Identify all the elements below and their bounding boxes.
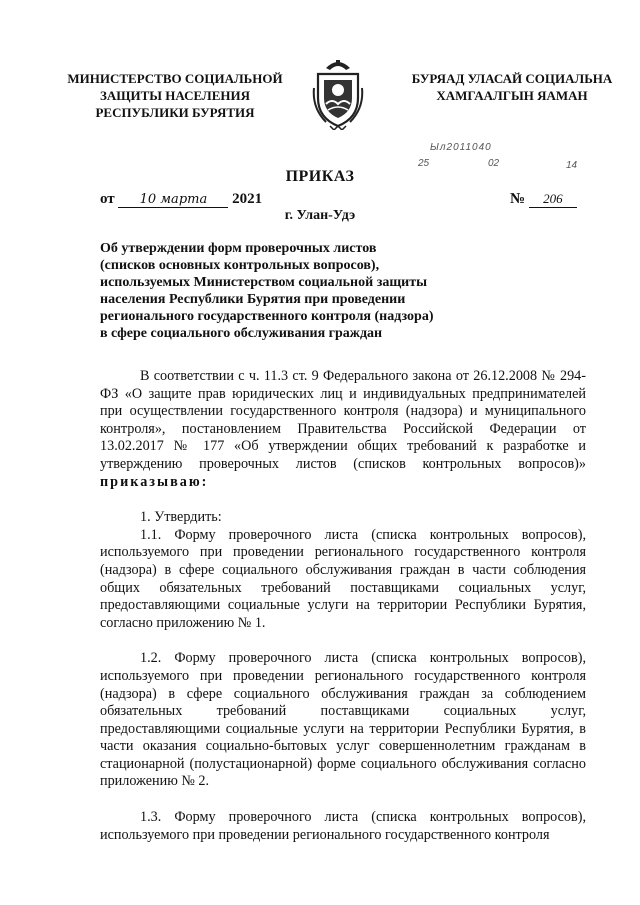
clause-1-2: 1.2. Форму проверочного листа (списка контрольных вопросов), используемого при проведении регионального государственного контроля (надзора) в сфере социального обслуживания граждан за соблюдением обязательных требований поставщиками социальных услуг, предоставляющими социальные услуги на территории Республики Бурятия, в части оказания социально-бытовых услуг совершеннолетним гражданам в стационарной (полустационарной) форме социального обслуживания согласно приложению № 2. [100,650,586,790]
subject-line: регионального государственного контроля (надзора) [100,309,434,324]
subject-line: населения Республики Бурятия при проведении [100,292,406,307]
ministry-name-russian [60,70,290,121]
header-right-line: БУРЯАД УЛАСАЙ СОЦИАЛЬНА [411,71,613,86]
order-subject [100,240,500,342]
subject-line: (списков основных контрольных вопросов), [100,258,380,273]
order-word: приказываю: [100,473,209,490]
subject-line: в сфере социального обслуживания граждан [100,326,383,341]
number-prefix: № [510,191,526,207]
order-number [510,191,577,208]
clause-1: 1. Утвердить: [140,509,222,526]
ministry-name-buryat [392,70,632,104]
clause-1-3: 1.3. Форму проверочного листа (списка контрольных вопросов), используемого при проведении регионального государственного контроля [100,809,586,843]
preamble-text: В соответствии с ч. 11.3 ст. 9 Федерального закона от 26.12.2008 № 294-ФЗ «О защите прав юридических лиц и индивидуальных предпринимателей при осуществлении государственного контроля (надзора) и муниципального контроля», постановлением Правительства Российской Федерации от 13.02.2017 № 177 «Об утверждении общих требований к разработке и утверждению проверочных листов (списков контрольных вопросов)» [100,368,586,472]
date-prefix: от [100,191,115,207]
header-right-line: ХАМГААЛГЫН ЯАМАН [436,88,588,103]
subject-line: используемых Министерством социальной защиты [100,275,428,290]
registration-mark: 25 [418,158,430,169]
order-date [100,191,262,208]
registration-mark: 02 [488,158,500,169]
preamble-paragraph [100,368,586,491]
header-left-line: МИНИСТЕРСТВО СОЦИАЛЬНОЙ [67,71,283,86]
order-year: 2021 [232,191,263,207]
city: г. Улан-Удэ [284,208,356,223]
document-title: ПРИКАЗ [285,168,355,185]
header-left-line: РЕСПУБЛИКИ БУРЯТИЯ [95,105,255,120]
order-body [100,368,586,844]
coat-of-arms-icon [312,58,364,130]
handwritten-date: 10 марта [118,192,228,208]
header-left-line: ЗАЩИТЫ НАСЕЛЕНИЯ [99,88,251,103]
subject-line: Об утверждении форм проверочных листов [100,241,377,256]
registration-mark: 14 [566,160,578,171]
registration-number: Ыл2011040 [430,142,492,153]
clause-1-1: 1.1. Форму проверочного листа (списка контрольных вопросов), используемого при проведении регионального государственного контроля (надзора) в сфере социального обслуживания граждан в части соблюдения общих обязательных требований поставщиками социальных услуг, предоставляющими социальные услуги на территории Республики Бурятия, согласно приложению № 1. [100,526,586,631]
handwritten-number: 206 [529,191,577,208]
